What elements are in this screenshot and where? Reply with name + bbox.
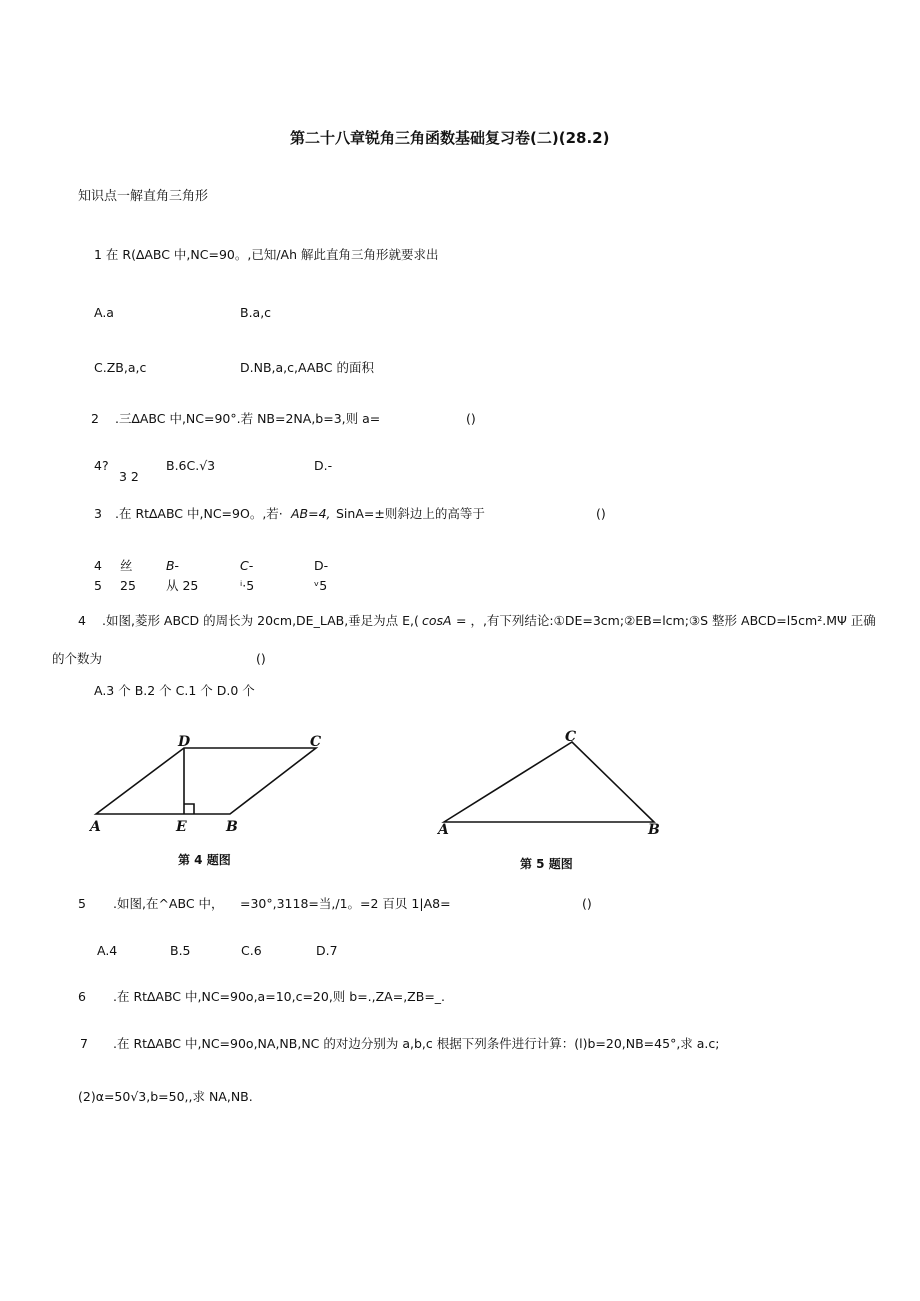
figure-4-rhombus	[80, 728, 340, 876]
q3-row2-b: 25	[120, 578, 136, 593]
fig4-label-a: A	[90, 819, 101, 835]
q2-option-bc: B.6C.√3	[166, 458, 216, 473]
q7-stem: .在 Rt∆ABC 中,NC=90o,NA,NB,NC 的对边分别为 a,b,c 根据下列条件进行计算：(l)b=20,NB=45°,求 a.c;	[113, 1036, 720, 1051]
fig4-caption: 第 4 题图	[178, 853, 231, 867]
fig5-label-c: C	[565, 729, 577, 745]
q5-option-d: D.7	[316, 943, 338, 958]
q5-option-a: A.4	[97, 943, 118, 958]
q7-number: 7	[80, 1036, 88, 1051]
q6-number: 6	[78, 989, 86, 1004]
q5-stem-cont: =30°,3118=当,/1。=2 百贝 1|A8=	[240, 896, 451, 911]
q4-stem-line2: 的个数为	[52, 651, 103, 666]
rhombus-outline	[96, 748, 316, 814]
q4-stem: .如图,菱形 ABCD 的周长为 20cm,DE_LAB,垂足为点 E,(	[102, 613, 419, 628]
q3-number: 3	[94, 506, 102, 521]
q3-row2-e: ᵛ5	[314, 578, 328, 593]
q3-row2-d: ⁱ·5	[240, 578, 255, 593]
q2-option-a: 4?	[94, 458, 109, 473]
q1-option-a: A.a	[94, 305, 114, 320]
fig4-label-d: D	[178, 734, 191, 750]
q4-stem-cont: = ，,有下列结论:①DE=3cm;②EB=lcm;③S 整形 ABCD=l5cm².MΨ 正确	[456, 613, 876, 628]
q5-stem: .如图,在^ABC 中，	[113, 896, 224, 911]
q2-option-a-sub: 3 2	[119, 469, 139, 484]
q3-row1-e: D-	[314, 558, 329, 573]
q1-option-b: B.a,c	[240, 305, 272, 320]
fig5-label-b: B	[648, 822, 660, 838]
q3-formula: AB=4,	[291, 506, 331, 521]
q5-answer-paren: ()	[582, 896, 592, 911]
section-heading: 知识点一解直角三角形	[78, 189, 209, 204]
q1-option-d: D.NB,a,c,AABC 的面积	[240, 360, 374, 375]
q3-row1-b: 丝	[120, 558, 133, 573]
q2-answer-paren: ()	[466, 411, 476, 426]
fig4-label-e: E	[176, 819, 187, 835]
q3-row2-c: 从 25	[166, 578, 199, 593]
q5-number: 5	[78, 896, 86, 911]
q2-number: 2	[91, 411, 99, 426]
page-title: 第二十八章锐角三角函数基础复习卷(二)(28.2)	[290, 129, 610, 147]
q4-number: 4	[78, 613, 86, 628]
q4-answer-paren: ()	[256, 651, 266, 666]
q3-row1-c: B-	[166, 558, 179, 573]
fig5-caption: 第 5 题图	[520, 857, 573, 871]
fig5-label-a: A	[438, 822, 449, 838]
q5-option-b: B.5	[170, 943, 191, 958]
q4-options: A.3 个 B.2 个 C.1 个 D.0 个	[94, 683, 255, 698]
q5-option-c: C.6	[241, 943, 262, 958]
figure-5-triangle	[430, 726, 670, 876]
q3-row2-a: 5	[94, 578, 102, 593]
q3-stem-cont: SinA=±则斜边上的高等于	[336, 506, 485, 521]
q2-stem: .三∆ABC 中,NC=90°.若 NB=2NA,b=3,则 a=	[115, 411, 381, 426]
q3-row1-a: 4	[94, 558, 102, 573]
q3-row1-d: C-	[240, 558, 254, 573]
q2-option-d: D.-	[314, 458, 333, 473]
q3-stem: .在 Rt∆ABC 中,NC=9O。,若·	[115, 506, 283, 521]
q1-stem: 1 在 R(∆ABC 中,NC=90。,已知/Ah 解此直角三角形就要求出	[94, 247, 439, 262]
q6-stem: .在 Rt∆ABC 中,NC=90o,a=10,c=20,则 b=.,ZA=,ZB=_.	[113, 989, 446, 1004]
q3-answer-paren: ()	[596, 506, 606, 521]
q7-stem-line2: (2)α=50√3,b=50,,求 NA,NB.	[78, 1089, 253, 1104]
fig4-label-c: C	[310, 734, 322, 750]
triangle-abc	[444, 742, 654, 822]
fig4-label-b: B	[226, 819, 238, 835]
q4-formula: cosA	[422, 613, 452, 628]
q1-option-c: C.ZB,a,c	[94, 360, 147, 375]
right-angle-mark	[184, 804, 194, 814]
